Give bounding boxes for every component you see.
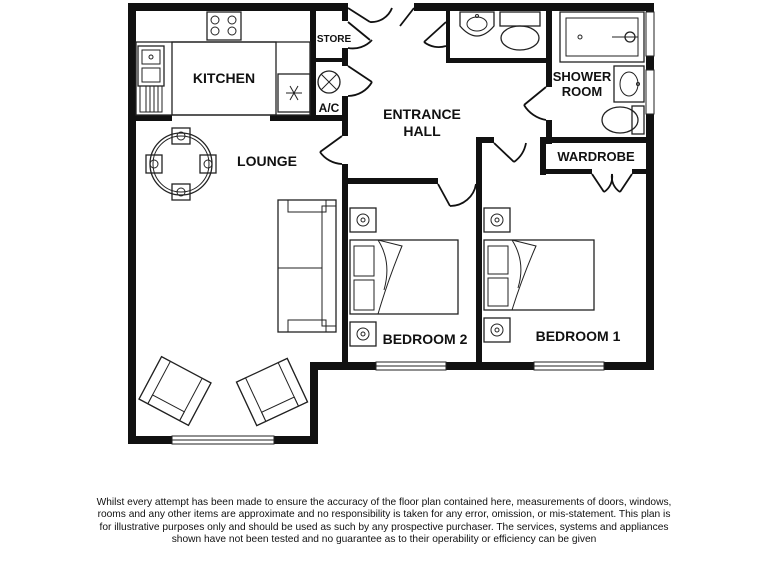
disclaimer-text: Whilst every attempt has been made to ensure the accuracy of the floor plan contained here, measurements of doors, windows, rooms and any other items are approximate and no responsibility is taken for any error, omission, or mis-statement. This plan is for illustrative purposes only and should be used as such by any prospective purchaser. The services, systems and appliances shown have not been tested and no guarantee as to their operability or efficiency can be given	[96, 497, 672, 545]
bed-icon	[350, 240, 458, 314]
sofa-icon	[278, 200, 336, 332]
hob-icon	[207, 12, 241, 40]
toilet-icon	[500, 12, 540, 50]
shower-toilet-icon	[602, 106, 644, 134]
entrance-hall-label-line2: HALL	[403, 123, 441, 139]
wardrobe-label: WARDROBE	[557, 149, 635, 164]
freezer-icon	[278, 74, 310, 112]
bedside-table-top-icon	[484, 208, 510, 232]
armchair-left-icon	[139, 357, 211, 426]
bedroom2-furniture	[350, 208, 458, 346]
shower-basin-icon	[614, 66, 644, 102]
room-labels	[193, 34, 635, 347]
bedroom-2-label: BEDROOM 2	[382, 331, 468, 347]
bedside-table-bottom-icon	[484, 318, 510, 342]
bedside-table-top-icon	[350, 208, 376, 232]
armchair-right-icon	[236, 358, 307, 425]
basin-icon	[460, 12, 494, 36]
dining-table-icon	[146, 128, 216, 200]
bedside-table-bottom-icon	[350, 322, 376, 346]
sink-icon	[138, 46, 164, 112]
cloakroom-fixtures	[460, 12, 540, 50]
bed-icon	[484, 240, 594, 310]
lounge-label: LOUNGE	[237, 153, 297, 169]
shower-room-label-line1: SHOWER	[552, 69, 612, 84]
shower-tray-icon	[560, 12, 644, 62]
bedroom-1-label: BEDROOM 1	[535, 328, 621, 344]
shower-room-label-line2: ROOM	[561, 84, 603, 99]
lounge-furniture	[139, 128, 336, 426]
store-label: STORE	[316, 34, 352, 45]
kitchen-label: KITCHEN	[192, 70, 256, 86]
ac-unit-icon	[318, 71, 340, 93]
ac-label: A/C	[318, 101, 340, 115]
interior-walls	[128, 3, 654, 370]
bedroom1-furniture	[484, 208, 594, 342]
kitchen-fixtures	[136, 12, 310, 115]
entrance-hall-label-line1: ENTRANCE	[383, 106, 461, 122]
